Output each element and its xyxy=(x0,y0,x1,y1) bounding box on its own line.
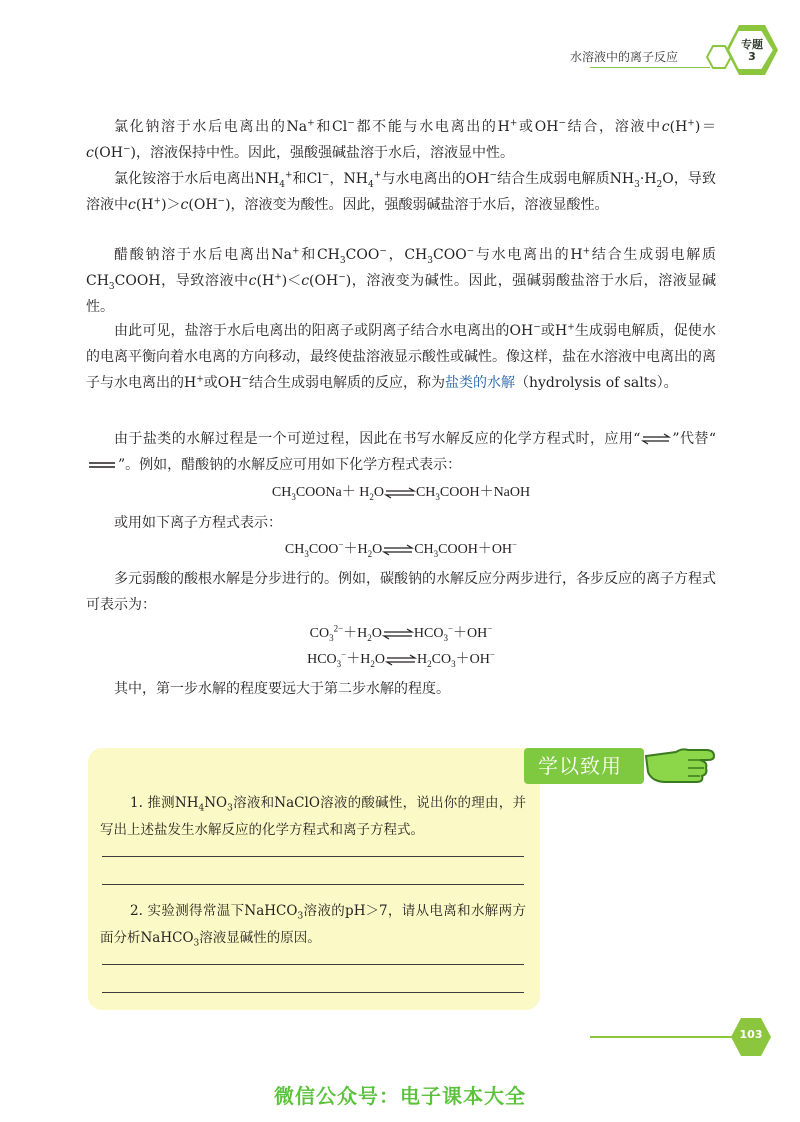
paragraph-sodium-chloride: 氯化钠溶于水后电离出的Na+和Cl−都不能与水电离出的H+或OH−结合，溶液中c(H+)＝c(OH−)，溶液保持中性。因此，强酸强碱盐溶于水后，溶液显中性。 xyxy=(86,118,716,161)
equation-acetate-chemical: $CH_3COONa+ H_2O$ $CH_3COOH+NaOH$ xyxy=(271,485,531,502)
answer-line[interactable] xyxy=(102,884,524,885)
header-rule xyxy=(590,67,710,68)
pointing-hand-icon xyxy=(642,738,720,788)
badge-label: 专题 xyxy=(741,38,763,51)
footer-rule xyxy=(590,1036,738,1038)
answer-line[interactable] xyxy=(102,964,524,965)
paragraph-definition: 由此可见，盐溶于水后电离出的阳离子或阴离子结合水电离出的OH−或H+生成弱电解质，促使水的电离平衡向着水电离的方向移动，最终使盐溶液显示酸性或碱性。像这样，盐在水溶液中电离出的离子与水电离出的H+或OH−结合生成弱电解质的反应，称为盐类的水解（hydrolysis of salts）。 xyxy=(86,322,716,391)
practice-box xyxy=(88,748,540,1010)
paragraph-ammonium-chloride: 氯化铵溶于水后电离出$NH_4^+$和Cl−，$NH_4^+$与水电离出的OH−结合生成弱电解质$NH_3\cdot H_2O$，导致溶液中c(H+)＞c(OH−)，溶液变为酸性。因此，强酸弱碱盐溶于水后，溶液显酸性。 xyxy=(86,170,716,213)
reversible-arrow-icon xyxy=(382,628,414,640)
practice-title: 学以致用 xyxy=(538,754,622,778)
answer-line[interactable] xyxy=(102,992,524,993)
equation-acetate-ionic: $CH_3COO^-+H_2O$ $CH_3COOH+OH^-$ xyxy=(284,539,518,559)
paragraph-sodium-acetate: 醋酸钠溶于水后电离出Na+和$CH_3COO^-$，$CH_3COO^-$与水电离出的H+结合生成弱电解质$CH_3COOH$，导致溶液中c(H+)＜c(OH−)，溶液变为碱性。因此，强碱弱酸盐溶于水后，溶液显碱性。 xyxy=(86,246,717,315)
reversible-arrow-icon xyxy=(640,433,672,445)
equals-sign-icon xyxy=(86,459,118,471)
paragraph-conclusion: 其中，第一步水解的程度要远大于第二步水解的程度。 xyxy=(114,681,450,697)
equation-carbonate-step1: $CO_3^{2-}+H_2O$ $HCO_3^-+OH^-$ xyxy=(309,623,493,643)
paragraph-ionic-intro: 或用如下离子方程式表示： xyxy=(114,515,282,531)
question-1: 1. 推测$NH_4NO_3$溶液和NaClO溶液的酸碱性，说出你的理由，并写出上述盐发生水解反应的化学方程式和离子方程式。 xyxy=(100,795,526,838)
equation-carbonate-step2: $HCO_3^-+H_2O$ $H_2CO_3+OH^-$ xyxy=(307,649,495,669)
paragraph-reversible: 由于盐类的水解过程是一个可逆过程，因此在书写水解反应的化学方程式时，应用“ ”代替“”。例如，醋酸钠的水解反应可用如下化学方程式表示： xyxy=(86,426,716,478)
chapter-badge xyxy=(735,39,769,63)
reversible-arrow-icon xyxy=(384,487,416,499)
question-2: 2. 实验测得常温下NaHCO$_3$溶液的pH＞7，请从电离和水解两方面分析NaHCO$_3$溶液显碱性的原因。 xyxy=(100,903,526,949)
watermark-text: 微信公众号：电子课本大全 xyxy=(274,1084,526,1108)
reversible-arrow-icon xyxy=(385,654,417,666)
answer-line[interactable] xyxy=(102,856,524,857)
key-term-hydrolysis: 盐类的水解 xyxy=(445,375,515,391)
page-number: 103 xyxy=(739,1028,763,1041)
paragraph-polyprotic: 多元弱酸的酸根水解是分步进行的。例如，碳酸钠的水解反应分两步进行，各步反应的离子方程式可表示为： xyxy=(86,571,716,613)
reversible-arrow-icon xyxy=(382,544,414,556)
badge-number: 3 xyxy=(748,50,756,63)
chapter-title: 水溶液中的离子反应 xyxy=(569,50,678,64)
